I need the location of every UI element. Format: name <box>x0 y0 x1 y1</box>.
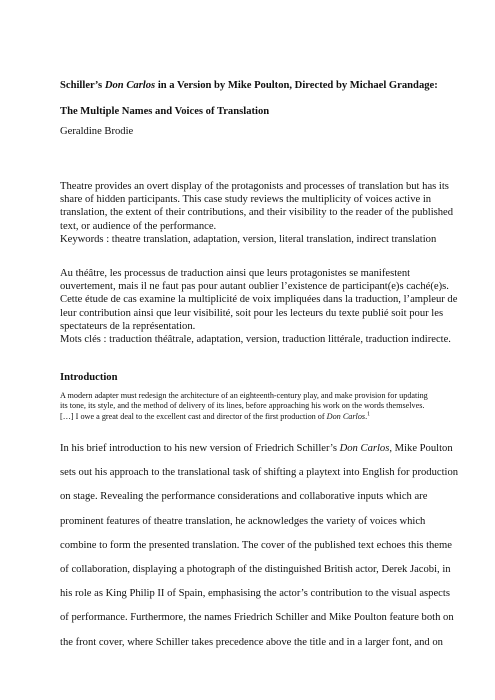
body-line: the front cover, where Schiller takes precedence above the title and in a larger font, and on <box>60 636 443 648</box>
body-line <box>60 437 453 461</box>
body-line: on stage. Revealing the performance considerations and collaborative inputs which are <box>60 491 428 503</box>
body-line: his role as King Philip II of Spain, emphasising the actor’s contribution to the visual aspects <box>60 588 450 600</box>
title-line-1 <box>60 79 438 93</box>
body-line: combine to form the presented translation. The cover of the published text echoes this theme <box>60 539 452 551</box>
abstract-line: leur contribution ainsi que leur visibilité, soit pour les lecteurs du texte publié soit pour les <box>60 307 444 319</box>
introduction-body <box>60 437 459 655</box>
footnote-italic-work: Don Carlos <box>326 411 366 421</box>
abstract-line: ouvertement, mais il ne faut pas pour autant oublier l’existence de participant(e)s caché(e)s. <box>60 281 449 293</box>
abstract-line: Theatre provides an overt display of the protagonists and processes of translation but has its <box>60 181 449 192</box>
body-line: prominent features of theatre translation, he acknowledges the variety of voices which <box>60 515 426 527</box>
footnote-period: . <box>365 411 368 421</box>
abstract-line: share of hidden participants. This case study reviews the multiplicity of voices active in <box>60 194 432 206</box>
quote-line: A modern adapter must redesign the architecture of an eighteenth-century play, and make provision for updating <box>60 391 428 400</box>
abstract-line: Keywords : theatre translation, adaptation, version, literal translation, indirect translation <box>60 233 437 245</box>
footnote-text: […] I owe a great deal to the excellent cast and director of the first production of <box>60 411 327 421</box>
quote-line: its tone, its style, and the method of delivery of its lines, before approaching his work on the words themselves. <box>60 401 425 411</box>
footnote-mark[interactable]: 1 <box>367 411 371 418</box>
abstract-line: spectateurs de la représentation. <box>60 320 196 332</box>
abstract-line: text, or audience of the performance. <box>60 220 217 232</box>
abstract-line: Mots clés : traduction théâtrale, adaptation, version, traduction littérale, traduction indirecte. <box>60 334 451 346</box>
author-name: Geraldine Brodie <box>60 126 134 137</box>
body-line: of collaboration, displaying a photograph of the distinguished British actor, Derek Jacobi, in <box>60 564 451 576</box>
quote-line-footnote <box>60 412 435 422</box>
title-italic-work: Don Carlos <box>104 80 156 91</box>
abstract-english <box>60 180 454 246</box>
body-text: , Mike Poulton <box>389 443 453 454</box>
abstract-line: Cette étude de cas examine la multiplicité de voix impliquées dans la traduction, l’ampleur de <box>60 294 458 306</box>
abstract-french <box>60 267 458 346</box>
body-line: of performance. Furthermore, the names Friedrich Schiller and Mike Poulton feature both on <box>60 612 454 624</box>
title-suffix: in a Version by Mike Poulton, Directed by Michael Grandage: <box>155 80 438 91</box>
epigraph-quote <box>60 391 435 422</box>
introduction-heading: Introduction <box>60 372 118 383</box>
body-line: sets out his approach to the translational task of shifting a playtext into English for production <box>60 467 459 479</box>
body-text: In his brief introduction to his new version of Friedrich Schiller’s <box>60 443 340 454</box>
abstract-line: Au théâtre, les processus de traduction ainsi que leurs protagonistes se manifestent <box>60 268 411 279</box>
title-prefix: Schiller’s <box>60 80 105 91</box>
body-italic-work: Don Carlos <box>339 443 390 454</box>
abstract-line: translation, the extent of their contributions, and their visibility to the reader of the published <box>60 207 454 219</box>
title-line-2: The Multiple Names and Voices of Translation <box>60 106 270 117</box>
